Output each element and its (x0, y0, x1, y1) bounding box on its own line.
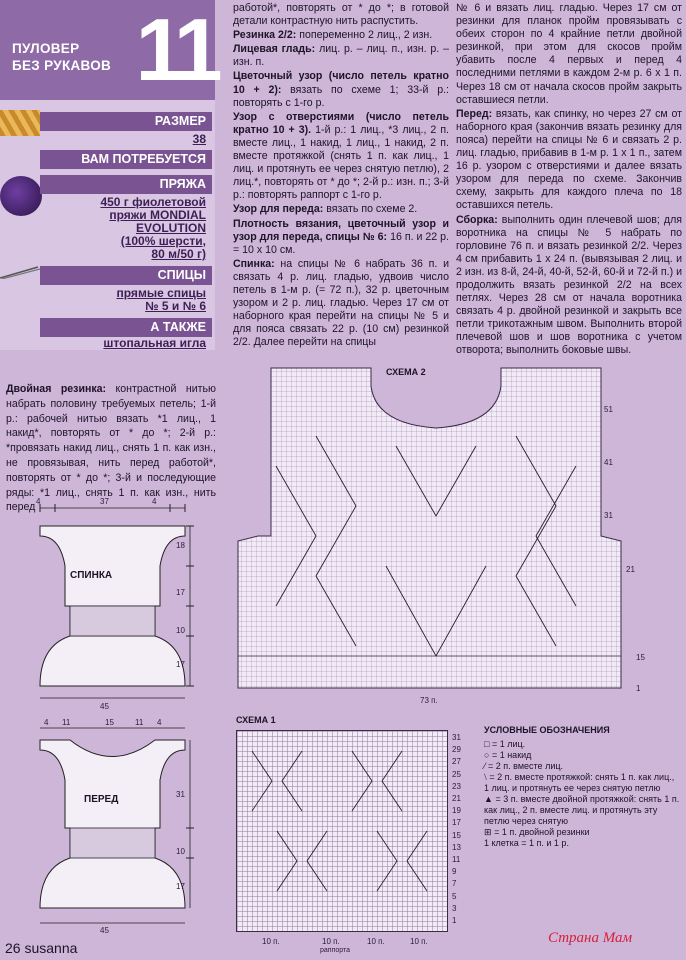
page-footer (5, 940, 77, 956)
schema-2-chart (236, 366, 636, 696)
legend-text: = 2 п. вместе протяжкой: снять 1 п. как лиц., 1 лиц. и протянуть ее через снятую петлю (484, 772, 675, 793)
legend-item-ssk (484, 772, 680, 794)
text-span: 1-й р.: 1 лиц., *3 лиц., 2 п. вместе лиц., 1 накид, 1 лиц., 1 накид, 2 п. вместе протяжкой (снять 1 п. как лиц., 1 лиц. и протянуть ее через снятую петлю), 2 лиц.*, повторять от * до *; 2-й р.: изн. п.; 3-й р.: повторять раппорт с 1-го р. (233, 123, 449, 202)
legend-item-knit (484, 739, 680, 750)
row-label: 7 (452, 879, 457, 889)
title-line-1: ПУЛОВЕР (12, 41, 80, 56)
legend-text: = 1 накид (491, 750, 532, 760)
back-label: СПИНКА (70, 570, 113, 581)
instructions-column-middle (233, 2, 449, 350)
back-dim-top-1: 4 (36, 497, 41, 506)
backslash-icon: ⧵ (484, 772, 487, 782)
schema-1-bottom-4: 10 п. (410, 937, 428, 946)
text-para (233, 203, 449, 216)
back-dim-side-3: 10 (176, 626, 185, 635)
plus-square-icon: ⊞ (484, 827, 492, 837)
yarn-label: ПРЯЖА (40, 175, 212, 194)
text-para (233, 70, 449, 109)
yarn-value-2: пряжи MONDIAL (109, 208, 206, 222)
yarn-value-3: EVOLUTION (135, 221, 206, 235)
schema-1-bottom-3: 10 п. (367, 937, 385, 946)
yarn-value-4: (100% шерсти, (120, 234, 206, 248)
model-number: 11 (135, 0, 217, 99)
back-dim-top-3: 4 (152, 497, 157, 506)
legend-scale: 1 клетка = 1 п. и 1 р. (484, 838, 569, 848)
row-label: 17 (452, 818, 461, 828)
front-dim-side-3: 17 (176, 882, 185, 891)
size-value: 38 (192, 132, 206, 146)
schema-1-chart (236, 730, 448, 932)
text-span: выполнить один плечевой шов; для воротника на спицы № 5 набрать по горловине 76 п. и вязать резинкой 2/2. Через 4 см прибавить 1 х 24 п. (вывязывая 2 лиц. и 2 изн. из 8-й, 24-й, 40-й, 52-й, 60-й и 72-й п.) и продолжить вязать резинкой 2/2 на всех петлях. Через 28 см от начала воротника связать 4 р. двойной резинкой и закрыть все петли трикотажным швом. Выполнить второй плечевой шов и шов воротника с учетом отворота; выполнить боковые швы. (456, 213, 682, 357)
heading-span: Узор с отверстиями (число петель кратно 10 + 3). (233, 110, 449, 136)
schema-1-row-labels (452, 732, 461, 927)
need-label: ВАМ ПОТРЕБУЕТСЯ (40, 150, 212, 169)
schema-1-rapport: раппорта (320, 947, 351, 954)
row-label: 19 (452, 806, 461, 816)
legend-title: УСЛОВНЫЕ ОБОЗНАЧЕНИЯ (484, 725, 610, 735)
title-line-2: БЕЗ РУКАВОВ (12, 58, 112, 73)
watermark: Страна Мам (548, 930, 633, 946)
front-dim-top-1: 4 (44, 718, 49, 727)
row-label: 15 (452, 830, 461, 840)
back-dim-side-4: 17 (176, 660, 185, 669)
heading-span: Плотность вязания, цветочный узор и узор для переда, спицы № 6: (233, 217, 449, 243)
legend-item-k2tog (484, 761, 680, 772)
front-dim-side-2: 10 (176, 847, 185, 856)
text-para (456, 108, 682, 213)
legend-text: = 1 лиц. (491, 739, 526, 749)
needles-value-1: прямые спицы (116, 286, 206, 300)
text-span: на спицы № 6 набрать 36 п. и связать 4 р. лиц. гладью, удвоив число петель в 1-м р. (= 72 п.), 32 р. цветочным узором и 2 р. лиц. гладью. Через 17 см от наборного края перейти на спицы № 5 и для пояса связать 22 р. (10 см) резинкой 2/2. Далее перейти на спицы (233, 257, 449, 349)
text-span: № 6 и вязать лиц. гладью. Через 17 см от резинки для планок пройм провязывать с обеих сторон по 4 крайние петли двойной резинкой, при этом для скосов пройм убавить после 4 первых и перед 4 последними петлями в каждом 2-м р. 6 х 1 п. Через 18 см от начала скосов пройм закрыть оставшиеся петли. (456, 2, 682, 106)
row-label: 21 (452, 794, 461, 804)
schema-2-title: СХЕМА 2 (386, 367, 426, 377)
legend-text: = 1 п. двойной резинки (494, 827, 590, 837)
also-value: штопальная игла (103, 336, 206, 350)
schema-1-title: СХЕМА 1 (236, 715, 276, 725)
schema-2-row-41: 41 (604, 458, 613, 467)
row-label: 5 (452, 891, 457, 901)
page-number: 26 (5, 940, 21, 956)
yarn-swatch-image (0, 110, 40, 136)
text-span: 16 п. и 22 р. = 10 х 10 см. (233, 230, 450, 256)
front-pattern-diagram (20, 718, 200, 938)
row-label: 25 (452, 769, 461, 779)
text-span: лиц. р. – лиц. п., изн. р. – изн. п. (233, 43, 449, 69)
schema-2-row-31: 31 (604, 511, 613, 520)
row-label: 9 (452, 867, 457, 877)
instructions-column-right (456, 2, 682, 359)
heading-span: Цветочный узор (число петель кратно 10 + 2): (233, 70, 449, 96)
text-para (233, 111, 449, 203)
schema-1-bottom-2: 10 п. (322, 937, 340, 946)
heading-span: Двойная резинка: (6, 383, 107, 395)
schema-2-row-51: 51 (604, 405, 613, 414)
back-dim-side-1: 18 (176, 541, 185, 550)
legend-item-double-rib (484, 827, 680, 838)
front-dim-top-2: 11 (62, 718, 71, 727)
schema-1-bottom-1: 10 п. (262, 937, 280, 946)
row-label: 11 (452, 855, 461, 865)
brand-name: susanna (24, 940, 78, 956)
text-span: вязать по схеме 2. (323, 203, 418, 216)
heading-span: Лицевая гладь: (233, 43, 316, 56)
yarn-ball-image (0, 176, 42, 216)
text-para (456, 214, 682, 358)
page-title (12, 40, 137, 74)
row-label: 3 (452, 903, 457, 913)
front-dim-top-5: 4 (157, 718, 162, 727)
back-dim-bottom: 45 (100, 702, 109, 711)
back-dim-side-2: 17 (176, 588, 185, 597)
legend (484, 725, 680, 849)
front-dim-top-3: 15 (105, 718, 114, 727)
schema-2-width: 73 п. (420, 696, 438, 705)
schema-1-motifs (237, 731, 447, 931)
legend-text: = 2 п. вместе лиц. (488, 761, 564, 771)
heading-span: Спинка: (233, 257, 275, 270)
yarn-value-5: 80 м/50 г) (151, 247, 206, 261)
needles-label: СПИЦЫ (40, 266, 212, 285)
back-pattern-diagram (20, 496, 200, 706)
triangle-icon: ▲ (484, 794, 493, 804)
legend-item-sk2p (484, 794, 680, 827)
schema-2-row-21: 21 (626, 565, 635, 574)
yarn-value-1: 450 г фиолетовой (100, 195, 206, 209)
heading-span: Узор для переда: (233, 203, 324, 216)
text-para (233, 258, 449, 350)
size-label: РАЗМЕР (40, 112, 212, 131)
row-label: 13 (452, 842, 461, 852)
front-dim-top-4: 11 (135, 718, 144, 727)
legend-item-yo (484, 750, 680, 761)
heading-span: Сборка: (456, 213, 498, 226)
back-dim-top-2: 37 (100, 497, 109, 506)
schema-2-row-15: 15 (636, 653, 645, 662)
text-para (233, 29, 449, 42)
front-dim-side-1: 31 (176, 790, 185, 799)
circle-icon: ○ (484, 750, 490, 760)
text-span: вязать, как спинку, но через 27 см от наборного края (закончив вязать резинку для пояса) перейти на спицы № 6 и связать 2 р. лиц. гладью, прибавив в 1-м р. 1 х 1 п., затем 16 р. узором с отверстиями и далее вязать узором для переда по схеме. Закончив схему, закрыть для каждого плеча по 18 оставшихся петель. (456, 107, 682, 212)
text-span: попеременно 2 лиц., 2 изн. (296, 29, 433, 42)
heading-span: Резинка 2/2: (233, 29, 297, 42)
text-para (233, 218, 449, 257)
needles-icon (0, 265, 40, 279)
text-para (233, 43, 449, 69)
row-label: 31 (452, 733, 461, 742)
text-span: контрастной нитью набрать половину требуемых петель; 1-й р.: рабочей нитью вязать *1 лиц., 1 накид*, повторять от * до *; 2-й р.: *провязать накид лиц., снять 1 п. как изн., не провязывая, нить перед работой*, повторять от * до *; 3-й и последующие ряды: *1 лиц., снять 1 п. как изн., нить перед (6, 383, 216, 514)
slash-icon: ⁄ (484, 761, 486, 771)
text-span: вязать по схеме 1; 33-й р.: повторять с 1-го р. (233, 83, 449, 109)
text-para (233, 2, 449, 28)
row-label: 1 (452, 916, 457, 926)
legend-text: = 3 п. вместе двойной протяжкой: снять 1 п. как лиц., 2 п. вместе лиц. и протянуть эту петлю через снятую (484, 794, 680, 826)
text-span: работой*, повторять от * до *; в готовой детали контрастную нить распустить. (233, 2, 449, 28)
row-label: 27 (452, 757, 461, 767)
row-label: 23 (452, 781, 461, 791)
front-dim-bottom: 45 (100, 926, 109, 935)
text-para (456, 2, 682, 107)
needles-value-2: № 5 и № 6 (145, 299, 206, 313)
square-icon: □ (484, 739, 490, 749)
schema-2-row-1: 1 (636, 684, 641, 693)
front-label: ПЕРЕД (84, 794, 119, 805)
heading-span: Перед: (456, 107, 493, 120)
row-label: 29 (452, 745, 461, 755)
also-label: А ТАКЖЕ (40, 318, 212, 337)
